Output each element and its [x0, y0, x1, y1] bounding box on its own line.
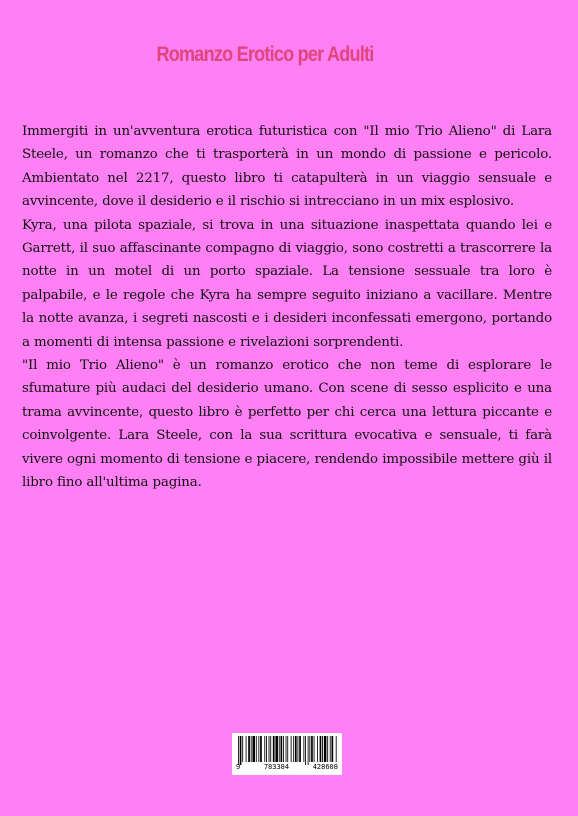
barcode-bar	[287, 736, 288, 762]
barcode-bar	[248, 736, 250, 762]
barcode-bar	[305, 736, 306, 765]
barcode-bar	[286, 736, 287, 762]
barcode-bar	[291, 736, 292, 762]
barcode-bar	[251, 736, 252, 762]
barcode-bar	[269, 736, 270, 762]
barcode-bar	[270, 736, 271, 762]
barcode-bar	[283, 736, 284, 762]
isbn-barcode	[232, 733, 342, 775]
barcode-bar	[324, 736, 327, 762]
barcode-bar	[275, 736, 278, 762]
barcode-bar	[322, 736, 323, 762]
barcode-bar	[314, 736, 315, 762]
barcode-bar	[264, 736, 265, 762]
barcode-bar	[252, 736, 255, 762]
barcode-bar	[330, 736, 331, 762]
barcode-bar	[238, 736, 239, 765]
barcode-bar	[260, 736, 262, 762]
barcode-lead-digit: 9	[236, 763, 241, 771]
barcode-bar	[293, 736, 294, 762]
barcode-bar	[242, 736, 243, 762]
barcode-bar	[266, 736, 267, 762]
book-title: Romanzo Erotico per Adulti	[156, 43, 374, 66]
barcode-bar	[317, 736, 318, 762]
barcode-group-1: 783384	[263, 763, 290, 771]
barcode-bar	[240, 736, 242, 765]
barcode-bar	[298, 736, 299, 762]
barcode-bar	[336, 736, 337, 762]
barcode-bar	[309, 736, 310, 762]
barcode-bar	[279, 736, 280, 762]
barcode-bar	[327, 736, 328, 762]
barcode-bar	[256, 736, 257, 762]
description-paragraph-3: "Il mio Trio Alieno" è un romanzo erotico che non teme di esplorare le sfumature più audaci del desiderio umano. Con scene di sesso esplicito e una trama avvincente, questo libro è perfetto per chi cerca una lettura piccante e coinvolgente. Lara Steele, con la sua scrittura evocativa e sensuale, ti farà vivere ogni momento di tensione e piacere, rendendo impossibile mettere giù il libro fino all'ultima pagina.	[22, 358, 552, 491]
book-description	[22, 120, 552, 495]
barcode-bar	[299, 736, 301, 762]
description-paragraph-1: Immergiti in un'avventura erotica futuristica con "Il mio Trio Alieno" di Lara Steele, un romanzo che ti trasporterà in un mondo di passione e pericolo. Ambientato nel 2217, questo libro ti catapulterà in un viaggio sensuale e avvincente, dove il desiderio e il rischio si intrecciano in un mix esplosivo.	[22, 124, 552, 210]
barcode-bar	[320, 736, 322, 762]
barcode-bar	[308, 736, 309, 765]
barcode-bar	[332, 736, 334, 762]
barcode-bar	[281, 736, 283, 762]
barcode-bar	[303, 736, 304, 762]
description-paragraph-2: Kyra, una pilota spaziale, si trova in una situazione inaspettata quando lei e Garrett, il suo affascinante compagno di viaggio, sono costretti a trascorrere la notte in un motel di un porto spaziale. La tensione sessuale tra loro è palpabile, e le regole che Kyra ha sempre seguito iniziano a vacillare. Mentre la notte avanza, i segreti nascosti e i desideri inconfessati emergono, portando a momenti di intensa passione e rivelazioni sorprendenti.	[22, 217, 552, 350]
barcode-bar	[258, 736, 259, 762]
barcode-bar	[273, 736, 275, 762]
barcode-bars	[232, 733, 342, 765]
barcode-bar	[246, 736, 247, 762]
barcode-bar	[311, 736, 313, 762]
barcode-group-2: 428608	[312, 763, 338, 771]
barcode-digits	[232, 763, 342, 771]
barcode-bar	[295, 736, 297, 762]
